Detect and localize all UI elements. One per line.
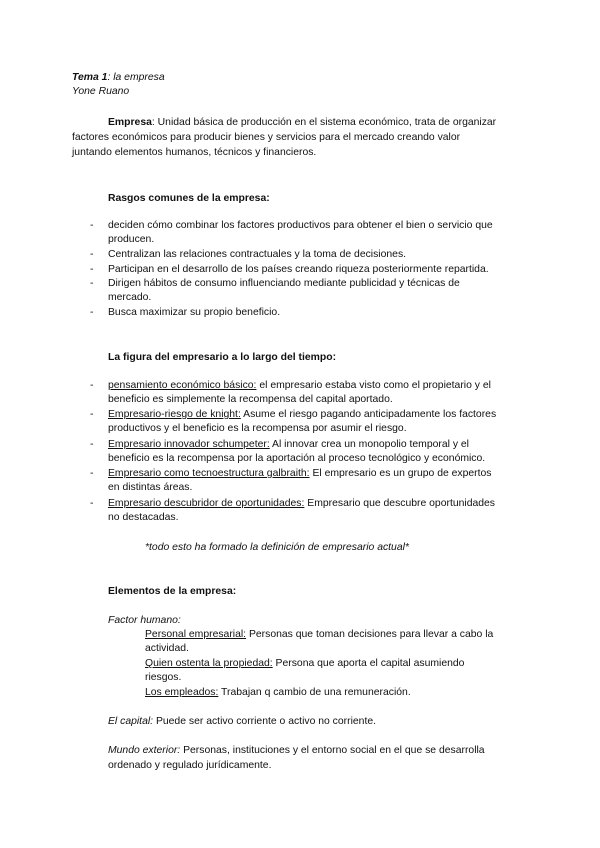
figura-item-1-line-2: beneficio es simplemente la recompensa del capital aportado. xyxy=(108,394,393,405)
factor-item-1-line-2: actividad. xyxy=(145,643,189,654)
figura-heading: La figura del empresario a lo largo del tiempo: xyxy=(108,352,337,363)
figura-note: *todo esto ha formado la definición de empresario actual* xyxy=(145,542,409,553)
bullet-dash: - xyxy=(90,278,94,289)
bullet-dash: - xyxy=(90,380,94,391)
figura-item-1-line-1: pensamiento económico básico: el empresario estaba visto como el propietario y el xyxy=(108,380,491,391)
mundo-line-1: Mundo exterior: Personas, instituciones y el entorno social en el que se desarrolla xyxy=(108,745,485,756)
rasgos-item-4-line-2: mercado. xyxy=(108,292,152,303)
rasgos-item-4-line-1: Dirigen hábitos de consumo influenciando mediante publicidad y técnicas de xyxy=(108,278,460,289)
mundo-line-2: ordenado y regulado jurídicamente. xyxy=(108,760,272,771)
figura-item-5-line-2: no destacadas. xyxy=(108,512,179,523)
rasgos-item-1-line-2: producen. xyxy=(108,234,155,245)
bullet-dash: - xyxy=(90,220,94,231)
factor-item-2-line-1: Quien ostenta la propiedad: Persona que aporta el capital asumiendo xyxy=(145,658,465,669)
intro-line-3: juntando elementos humanos, técnicos y financieros. xyxy=(72,147,317,158)
factor-humano-label: Factor humano: xyxy=(108,615,181,626)
bullet-dash: - xyxy=(90,409,94,420)
bullet-dash: - xyxy=(90,264,94,275)
figura-item-3-line-2: beneficio es la recompensa por la aportación al proceso tecnológico y económico. xyxy=(108,453,486,464)
rasgos-heading: Rasgos comunes de la empresa: xyxy=(108,193,270,204)
title-bold: Tema 1 xyxy=(72,72,108,83)
factor-item-1-line-1: Personal empresarial: Personas que toman decisiones para llevar a cabo la xyxy=(145,629,494,640)
bullet-dash: - xyxy=(90,249,94,260)
figura-item-4-line-1: Empresario como tecnoestructura galbraith: El empresario es un grupo de expertos xyxy=(108,468,492,479)
factor-item-2-line-2: riesgos. xyxy=(145,672,182,683)
figura-item-3-line-1: Empresario innovador schumpeter: Al innovar crea un monopolio temporal y el xyxy=(108,439,469,450)
figura-item-5-line-1: Empresario descubridor de oportunidades: Empresario que descubre oportunidades xyxy=(108,498,496,509)
figura-item-2-line-1: Empresario-riesgo de knight: Asume el riesgo pagando anticipadamente los factores xyxy=(108,409,497,420)
figura-item-4-line-2: en distintas áreas. xyxy=(108,482,193,493)
capital-line: El capital: Puede ser activo corriente o activo no corriente. xyxy=(108,716,376,727)
figura-item-2-line-2: productivos y el beneficio es la recompensa por asumir el riesgo. xyxy=(108,423,407,434)
rasgos-item-5: Busca maximizar su propio beneficio. xyxy=(108,307,281,318)
elementos-heading: Elementos de la empresa: xyxy=(108,586,237,597)
rasgos-item-3: Participan en el desarrollo de los países creando riqueza posteriormente repartida. xyxy=(108,264,489,275)
bullet-dash: - xyxy=(90,468,94,479)
document-title xyxy=(72,71,165,85)
bullet-dash: - xyxy=(90,439,94,450)
rasgos-item-2: Centralizan las relaciones contractuales y la toma de decisiones. xyxy=(108,249,407,260)
intro-line-1: Empresa: Unidad básica de producción en el sistema económico, trata de organizar xyxy=(108,117,497,128)
bullet-dash: - xyxy=(90,307,94,318)
bullet-dash: - xyxy=(90,498,94,509)
title-rest: : la empresa xyxy=(107,72,165,83)
rasgos-item-1-line-1: deciden cómo combinar los factores productivos para obtener el bien o servicio que xyxy=(108,220,493,231)
factor-item-3: Los empleados: Trabajan q cambio de una remuneración. xyxy=(145,687,411,698)
intro-line-2: factores económicos para producir bienes y servicios para el mercado creando valor xyxy=(72,132,461,143)
author: Yone Ruano xyxy=(72,86,130,97)
intro-term: Empresa xyxy=(108,117,152,128)
